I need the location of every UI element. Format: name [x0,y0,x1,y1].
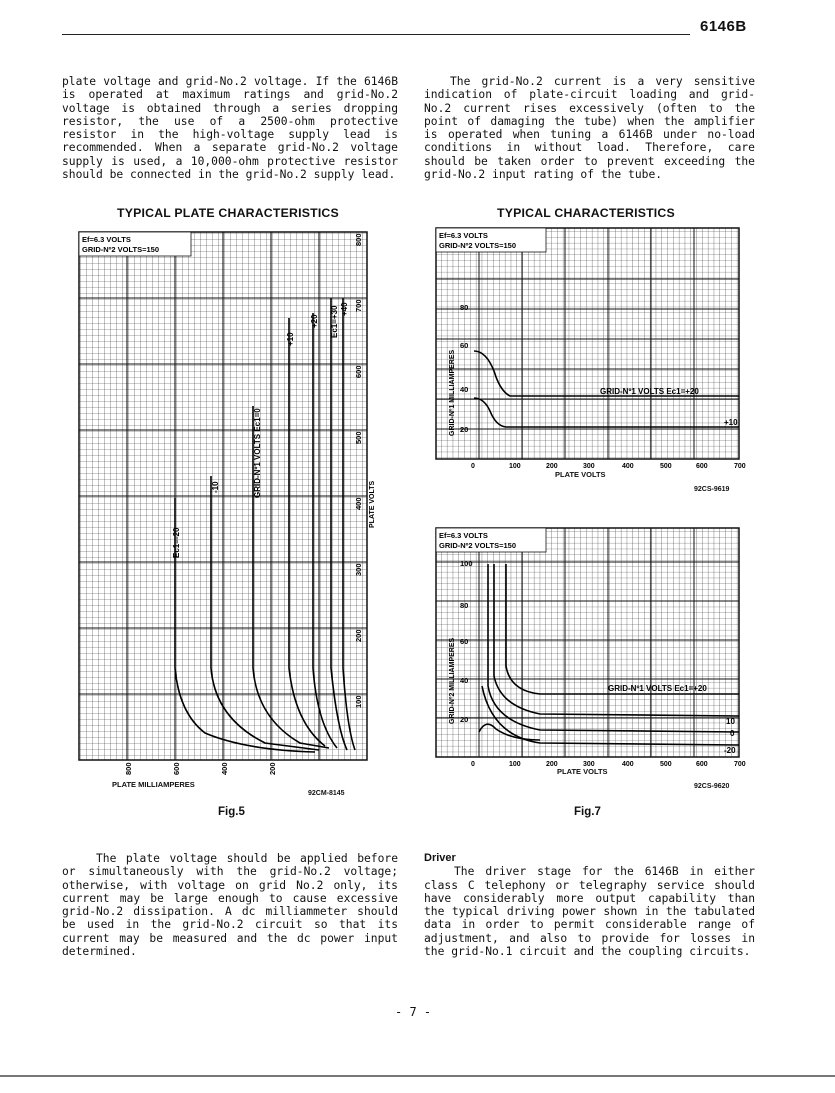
paragraph-text: The plate voltage should be applied before or simultaneously with the grid-No.2 voltage; otherwise, with voltage on grid No.2 only, its current may be large enough to cause excessive grid-No.2 dissipation. A dc milliammeter should be used in the grid-No.2 circuit so that its current may be measured and the dc power input determined. [62,852,398,959]
fig5-volt-tick: 200 [354,629,363,642]
fig7b-x-tick: 600 [696,761,708,768]
fig7b-curve-label: 10 [726,717,735,726]
fig7b-x-tick: 700 [734,761,746,768]
fig5-volt-tick: 300 [354,563,363,576]
fig7b-x-tick: 100 [509,761,521,768]
fig7b-y-tick: 20 [460,715,469,724]
paragraph-top-right [424,75,755,181]
driver-heading: Driver [424,852,456,864]
fig7b-legend-line1: Ef=6.3 VOLTS [439,531,488,540]
fig7b-x-tick: 500 [660,761,672,768]
fig7a-x-tick: 400 [622,463,634,470]
header-rule [62,34,690,35]
paragraph-text: The driver stage for the 6146B in either class C telephony or telegraphy service should have considerably more output capability than the typical driving power shown in the tabulated data in order to permit considerable range of adjustment, and also to provide for losses in the grid-No.1 circuit and the coupling circuits. [424,865,755,959]
fig7b-x-tick: 200 [546,761,558,768]
fig7a-xlabel: PLATE VOLTS [555,470,606,479]
fig7a-y-tick: 80 [460,303,469,312]
fig7a-drawing-code: 92CS-9619 [694,486,730,493]
fig7b-y-tick: 60 [460,637,469,646]
fig7-title: TYPICAL CHARACTERISTICS [497,206,675,220]
fig7b-legend-line2: GRID-Nº2 VOLTS=150 [439,541,516,550]
fig7b-drawing-code: 92CS-9620 [694,783,730,790]
paragraph-text: The grid-No.2 current is a very sensitive indication of plate-circuit loading and grid-No.2 current rises excessively (often to the point of damaging the tube) when the amplifier is operated when tuning a 6146B under no-load conditions in without load. Therefore, care should be taken order to prevent exceeding the grid-No.2 input rating of the tube. [424,75,755,182]
fig7a-x-tick: 100 [509,463,521,470]
fig7a-y-tick: 40 [460,385,469,394]
fig7a-x-tick: 300 [583,463,595,470]
fig5-xlabel: PLATE MILLIAMPERES [112,780,195,789]
fig7b-y-tick: 80 [460,601,469,610]
fig7b-curve-label: 0 [730,729,735,738]
fig7a-curve-label: GRID-Nº1 VOLTS Ec1=+20 [600,387,699,396]
fig7b-x-tick: 300 [583,761,595,768]
fig5-curve-label: Ec1=+30 [330,305,339,338]
fig7a-x-tick: 200 [546,463,558,470]
fig5-caption: Fig.5 [218,806,245,818]
fig5-volt-tick: 700 [354,299,363,312]
fig7a-legend-line2: GRID-Nº2 VOLTS=150 [439,241,516,250]
bottom-edge-rule [0,1075,835,1077]
fig7a-x-tick: 700 [734,463,746,470]
paragraph-bottom-right [424,852,755,958]
fig5-curve-label: Ec1=-20 [172,527,181,558]
fig7b-xlabel: PLATE VOLTS [557,767,608,776]
fig5-volt-tick: 400 [354,497,363,510]
fig5-title: TYPICAL PLATE CHARACTERISTICS [117,206,339,220]
fig5-ma-tick: 600 [172,762,181,775]
fig5-ma-tick: 800 [124,762,133,775]
fig5-curve-label: GRID-Nº1 VOLTS Ec1=0 [253,408,262,498]
fig7b-ylabel: GRID-Nº2 MILLIAMPERES [449,637,456,724]
fig5-curve-label: -10 [211,481,220,493]
fig7a-y-tick: 60 [460,341,469,350]
fig7a-y-tick: 20 [460,425,469,434]
fig7b-curve-label: -20 [724,746,736,755]
fig5-volt-tick: 600 [354,365,363,378]
fig5-curve-label: +20 [310,314,319,328]
fig7a-x-tick: 0 [471,463,475,470]
fig5-legend-line2: GRID-Nº2 VOLTS=150 [82,245,159,254]
paragraph-top-left [62,75,398,181]
fig5-legend-line1: Ef=6.3 VOLTS [82,235,131,244]
fig7-grid2-current-chart [430,526,750,768]
fig5-plate-characteristics-chart [75,228,376,775]
fig7b-x-tick: 0 [471,761,475,768]
fig7a-x-tick: 500 [660,463,672,470]
paragraph-bottom-left [62,852,398,958]
fig5-ma-tick: 200 [268,762,277,775]
fig7a-ylabel: GRID-Nº1 MILLIAMPERES [449,349,456,436]
paragraph-text: plate voltage and grid-No.2 voltage. If the 6146B is operated at maximum ratings and grid-No.2 voltage is obtained through a series dropping resistor, the use of a 2500-ohm protective resistor in the high-voltage supply lead is recommended. When a separate grid-No.2 voltage supply is used, a 10,000-ohm protective resistor should be connected in the grid-No.2 supply lead. [62,75,398,182]
fig7-caption: Fig.7 [574,806,601,818]
fig7b-x-tick: 400 [622,761,634,768]
fig5-ma-tick: 400 [220,762,229,775]
fig5-volt-tick: 100 [354,695,363,708]
fig5-curve-label: +40 [340,302,349,316]
fig7-grid1-current-chart [430,226,750,471]
fig5-ylabel: PLATE VOLTS [369,480,376,528]
fig7a-x-tick: 600 [696,463,708,470]
fig7a-legend-line1: Ef=6.3 VOLTS [439,231,488,240]
fig7b-y-tick: 100 [460,559,473,568]
fig7b-curve-label: GRID-Nº1 VOLTS Ec1=+20 [608,684,707,693]
fig5-volt-tick: 500 [354,431,363,444]
fig5-volt-tick: 800 [354,233,363,246]
fig5-drawing-code: 92CM-8145 [308,790,345,797]
fig5-curve-label: +10 [286,332,295,346]
fig7b-y-tick: 40 [460,676,469,685]
fig7a-curve-label2: +10 [724,418,738,427]
page-number: - 7 - [395,1005,432,1019]
tube-type-header: 6146B [700,18,747,35]
